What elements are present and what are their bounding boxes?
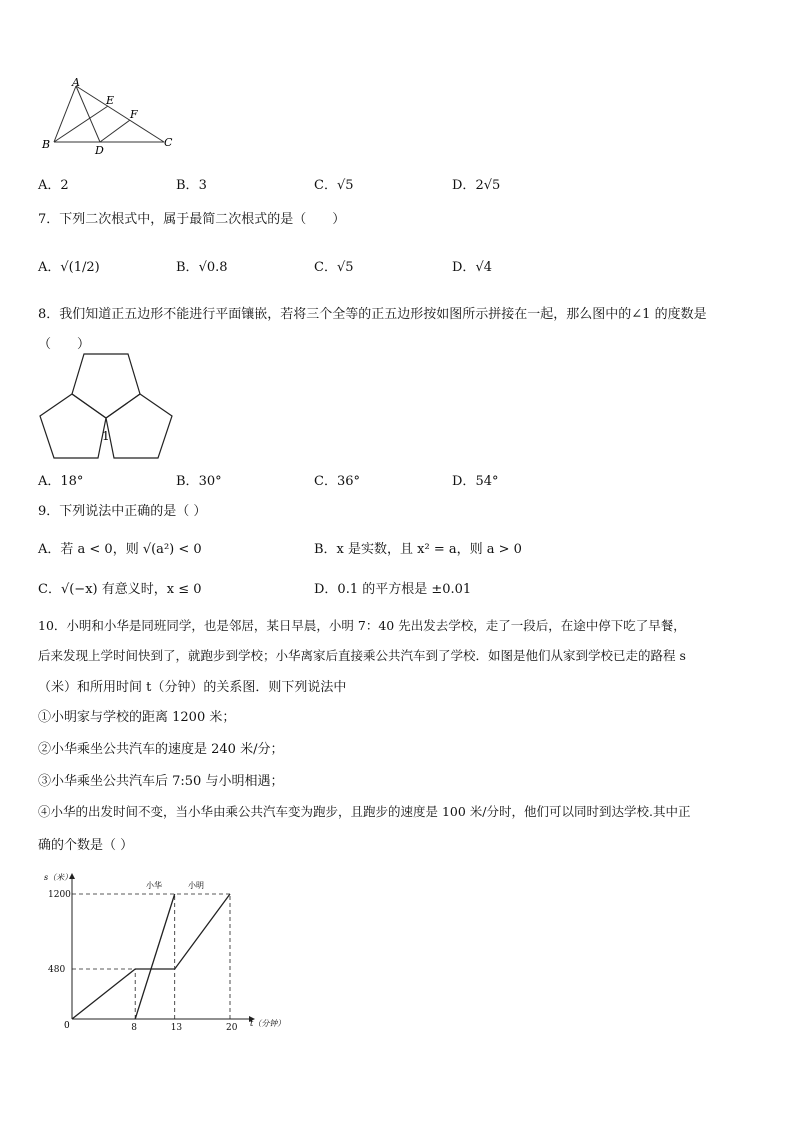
q8-stem-line2: （ ） bbox=[38, 337, 91, 352]
q7-option-a[interactable]: A．√(1/2) bbox=[38, 260, 100, 275]
label-E: E bbox=[106, 94, 115, 107]
q7-option-d[interactable]: D．√4 bbox=[452, 260, 492, 275]
q8-option-a[interactable]: A．18° bbox=[38, 474, 84, 489]
q10-statement-3: ③小华乘坐公共汽车后 7:50 与小明相遇； bbox=[38, 774, 284, 789]
q6-option-c[interactable]: C．√5 bbox=[314, 178, 354, 193]
q10-statement-4-line1: ④小华的出发时间不变，当小华由乘公共汽车变为跑步，且跑步的速度是 100 米/分时，他们可以同时到达学校.其中正 bbox=[38, 804, 691, 819]
label-B: B bbox=[42, 138, 51, 151]
q7-option-c[interactable]: C．√5 bbox=[314, 260, 354, 275]
series-label-xiaoming: 小明 bbox=[188, 881, 204, 890]
q9-stem: 9．下列说法中正确的是（ ） bbox=[38, 504, 207, 519]
q9-option-c[interactable]: C．√(−x) 有意义时，x ≤ 0 bbox=[38, 582, 202, 597]
q10-line3: （米）和所用时间 t（分钟）的关系图．则下列说法中 bbox=[38, 680, 347, 695]
pentagons-figure bbox=[36, 352, 178, 462]
q6-option-a[interactable]: A．2 bbox=[38, 178, 69, 193]
x-axis-label: t（分钟） bbox=[250, 1019, 286, 1028]
label-F: F bbox=[130, 108, 138, 121]
q7-stem: 7．下列二次根式中，属于最简二次根式的是（ ） bbox=[38, 212, 346, 227]
series-line-xiaohua bbox=[135, 894, 175, 1019]
triangle-figure bbox=[40, 78, 180, 158]
q8-option-b[interactable]: B．30° bbox=[176, 474, 222, 489]
x-tick-label: 8 bbox=[131, 1023, 137, 1033]
series-line-xiaoming bbox=[72, 894, 230, 1019]
q9-option-d[interactable]: D．0.1 的平方根是 ±0.01 bbox=[314, 582, 472, 597]
series-label-xiaohua: 小华 bbox=[146, 881, 162, 890]
y-tick-label: 480 bbox=[48, 965, 66, 975]
q10-line2: 后来发现上学时间快到了，就跑步到学校；小华离家后直接乘公共汽车到了学校．如图是他们从家到学校已走的路程 s bbox=[38, 648, 686, 663]
q8-option-c[interactable]: C．36° bbox=[314, 474, 360, 489]
x-tick-label: 20 bbox=[226, 1023, 238, 1033]
q9-option-b[interactable]: B．x 是实数，且 x² = a，则 a > 0 bbox=[314, 542, 522, 557]
q10-statement-1: ①小明家与学校的距离 1200 米； bbox=[38, 710, 236, 725]
y-tick-label: 1200 bbox=[48, 890, 71, 900]
y-axis-label: s（米） bbox=[44, 873, 73, 882]
x-tick-label: 13 bbox=[170, 1023, 183, 1033]
q8-option-d[interactable]: D．54° bbox=[452, 474, 499, 489]
q6-option-d[interactable]: D．2√5 bbox=[452, 178, 501, 193]
q7-option-b[interactable]: B．√0.8 bbox=[176, 260, 228, 275]
q6-option-b[interactable]: B．3 bbox=[176, 178, 207, 193]
q10-line1: 10．小明和小华是同班同学，也是邻居，某日早晨，小明 7：40 先出发去学校，走了一段后，在途中停下吃了早餐， bbox=[38, 618, 686, 633]
q10-statement-2: ②小华乘坐公共汽车的速度是 240 米/分； bbox=[38, 742, 284, 757]
distance-time-graph bbox=[36, 868, 296, 1038]
angle-1-label: 1 bbox=[102, 429, 110, 443]
q10-statement-4-line2: 确的个数是（ ） bbox=[38, 838, 134, 853]
label-A: A bbox=[72, 78, 80, 89]
q9-option-a[interactable]: A．若 a < 0，则 √(a²) < 0 bbox=[38, 542, 202, 557]
label-C: C bbox=[164, 136, 173, 149]
label-D: D bbox=[95, 144, 104, 157]
origin-label: 0 bbox=[64, 1021, 70, 1031]
q8-stem-line1: 8．我们知道正五边形不能进行平面镶嵌，若将三个全等的正五边形按如图所示拼接在一起，那么图中的∠1 的度数是 bbox=[38, 307, 707, 322]
